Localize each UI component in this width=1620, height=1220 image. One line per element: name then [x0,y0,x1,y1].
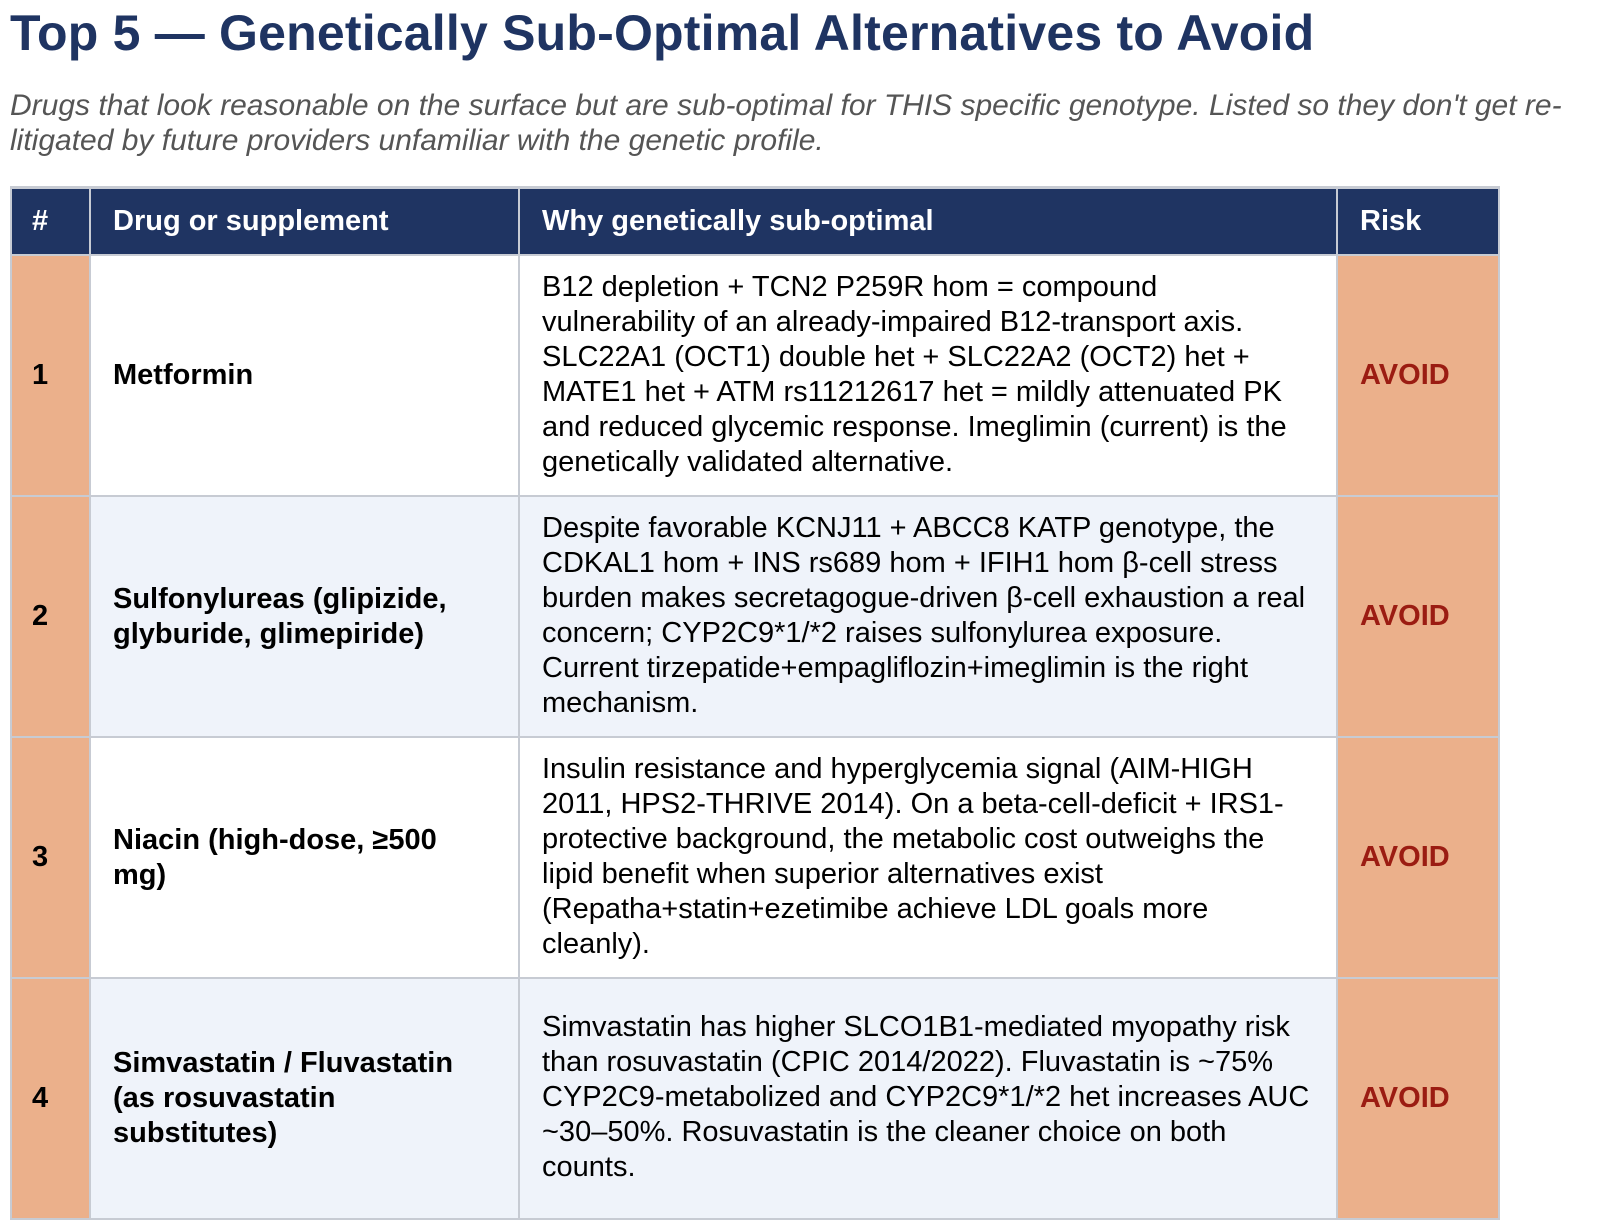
page-subtitle: Drugs that look reasonable on the surface but are sub-optimal for THIS specific genotype. Listed so they don't get re-litigated by future providers unfamiliar with the genetic profile. [10,89,1562,157]
header-number: # [11,188,90,256]
drug-name: Niacin (high-dose, ≥500 mg) [90,737,519,978]
drug-name: Metformin [90,255,519,496]
drug-name: Sulfonylureas (glipizide, glyburide, glimepiride) [90,496,519,737]
page-title: Top 5 — Genetically Sub-Optimal Alternatives to Avoid [10,5,1315,61]
risk-badge: AVOID [1337,978,1499,1219]
table-row [11,255,1499,496]
reason-text: B12 depletion + TCN2 P259R hom = compound vulnerability of an already-impaired B12-transport axis. SLC22A1 (OCT1) double het + SLC22A2 (OCT2) het + MATE1 het + ATM rs11212617 het = mildly attenuated PK and reduced glycemic response. Imeglimin (current) is the genetically validated alternative. [519,255,1337,496]
row-number: 2 [11,496,90,737]
row-number: 4 [11,978,90,1219]
table-row [11,737,1499,978]
header-why: Why genetically sub-optimal [519,188,1337,256]
avoid-table [10,186,1500,1220]
risk-badge: AVOID [1337,255,1499,496]
drug-name: Simvastatin / Fluvastatin (as rosuvastatin substitutes) [90,978,519,1219]
table-row [11,496,1499,737]
risk-badge: AVOID [1337,496,1499,737]
reason-text: Despite favorable KCNJ11 + ABCC8 KATP genotype, the CDKAL1 hom + INS rs689 hom + IFIH1 hom β-cell stress burden makes secretagogue-driven β-cell exhaustion a real concern; CYP2C9*1/*2 raises sulfonylurea exposure. Current tirzepatide+empagliflozin+imeglimin is the right mechanism. [519,496,1337,737]
risk-badge: AVOID [1337,737,1499,978]
table-row [11,978,1499,1219]
reason-text: Simvastatin has higher SLCO1B1-mediated myopathy risk than rosuvastatin (CPIC 2014/2022). Fluvastatin is ~75% CYP2C9-metabolized and CYP2C9*1/*2 het increases AUC ~30–50%. Rosuvastatin is the cleaner choice on both counts. [519,978,1337,1219]
row-number: 3 [11,737,90,978]
table-header-row [11,188,1499,256]
header-risk: Risk [1337,188,1499,256]
row-number: 1 [11,255,90,496]
header-drug: Drug or supplement [90,188,519,256]
reason-text: Insulin resistance and hyperglycemia signal (AIM-HIGH 2011, HPS2-THRIVE 2014). On a beta-cell-deficit + IRS1-protective background, the metabolic cost outweighs the lipid benefit when superior alternatives exist (Repatha+statin+ezetimibe achieve LDL goals more cleanly). [519,737,1337,978]
